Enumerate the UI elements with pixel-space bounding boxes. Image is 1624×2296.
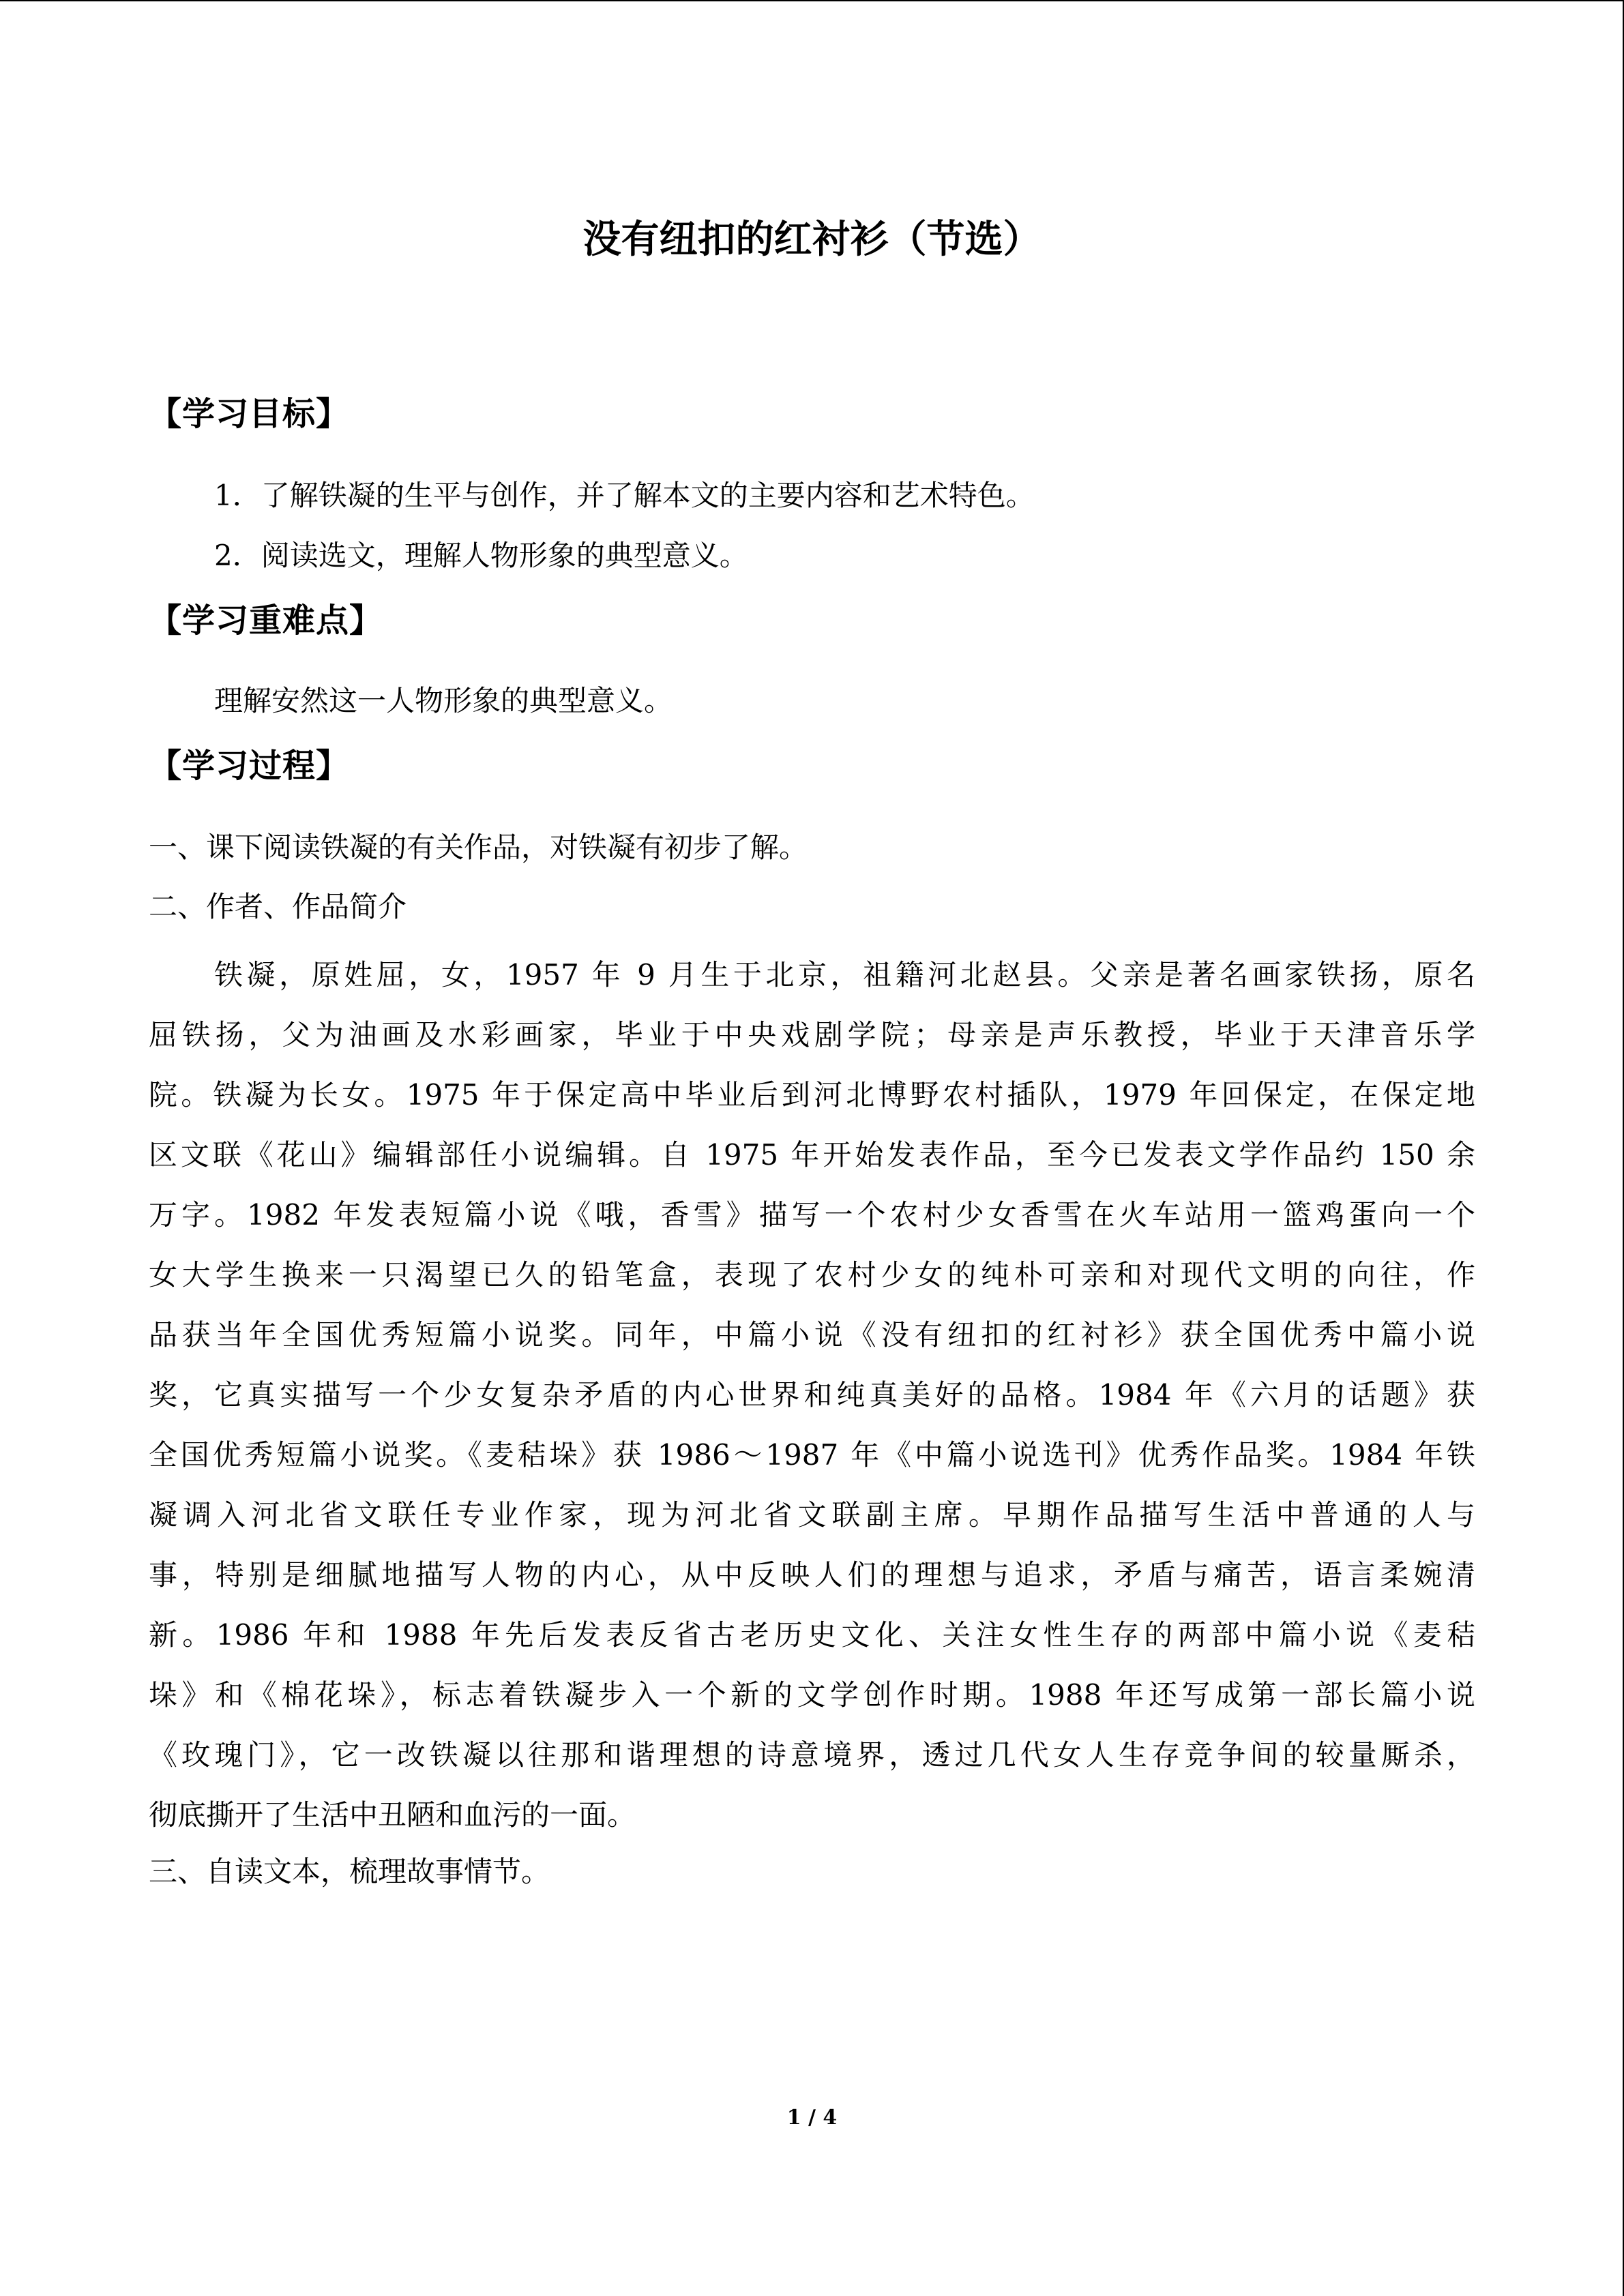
key-points-heading: 【学习重难点】 bbox=[149, 601, 383, 640]
objectives-heading: 【学习目标】 bbox=[149, 395, 350, 433]
objective-item-1: 1．了解铁凝的生平与创作，并了解本文的主要内容和艺术特色。 bbox=[214, 479, 1035, 512]
page-number: 1 / 4 bbox=[786, 2106, 838, 2130]
process-step-1: 一、课下阅读铁凝的有关作品，对铁凝有初步了解。 bbox=[149, 831, 808, 864]
process-step-3: 三、自读文本，梳理故事情节。 bbox=[149, 1855, 550, 1888]
bio-line: 垛》和《棉花垛》，标志着铁凝步入一个新的文学创作时期。1988 年还写成第一部长篇小说 bbox=[149, 1678, 1475, 1712]
process-step-2: 二、作者、作品简介 bbox=[149, 890, 407, 923]
bio-line: 凝调入河北省文联任专业作家，现为河北省文联副主席。早期作品描写生活中普通的人与 bbox=[149, 1498, 1475, 1532]
key-points-text: 理解安然这一人物形象的典型意义。 bbox=[214, 684, 673, 717]
bio-line: 新。1986 年和 1988 年先后发表反省古老历史文化、关注女性生存的两部中篇小说《麦秸 bbox=[149, 1618, 1475, 1652]
bio-line: 屈铁扬，父为油画及水彩画家，毕业于中央戏剧学院；母亲是声乐教授，毕业于天津音乐学 bbox=[149, 1018, 1475, 1052]
bio-line: 事，特别是细腻地描写人物的内心，从中反映人们的理想与追求，矛盾与痛苦，语言柔婉清 bbox=[149, 1558, 1475, 1592]
bio-line: 铁凝，原姓屈，女，1957 年 9 月生于北京，祖籍河北赵县。父亲是著名画家铁扬，原名 bbox=[214, 958, 1475, 992]
bio-line: 全国优秀短篇小说奖。《麦秸垛》获 1986～1987 年《中篇小说选刊》优秀作品奖。1984 年铁 bbox=[149, 1438, 1475, 1472]
author-bio-paragraph bbox=[149, 945, 1475, 1845]
bio-line: 品获当年全国优秀短篇小说奖。同年，中篇小说《没有纽扣的红衬衫》获全国优秀中篇小说 bbox=[149, 1318, 1475, 1352]
process-heading: 【学习过程】 bbox=[149, 747, 350, 785]
bio-line: 《玫瑰门》，它一改铁凝以往那和谐理想的诗意境界，透过几代女人生存竞争间的较量厮杀， bbox=[149, 1738, 1475, 1772]
document-title: 没有纽扣的红衬衫（节选） bbox=[582, 218, 1042, 262]
bio-line: 奖，它真实描写一个少女复杂矛盾的内心世界和纯真美好的品格。1984 年《六月的话题》获 bbox=[149, 1378, 1475, 1412]
bio-line: 院。铁凝为长女。1975 年于保定高中毕业后到河北博野农村插队，1979 年回保定，在保定地 bbox=[149, 1078, 1475, 1112]
objective-item-2: 2．阅读选文，理解人物形象的典型意义。 bbox=[214, 539, 748, 572]
bio-line: 彻底撕开了生活中丑陋和血污的一面。 bbox=[149, 1798, 636, 1832]
bio-line: 万字。1982 年发表短篇小说《哦，香雪》描写一个农村少女香雪在火车站用一篮鸡蛋向一个 bbox=[149, 1198, 1475, 1232]
bio-line: 区文联《花山》编辑部任小说编辑。自 1975 年开始发表作品，至今已发表文学作品约 150 余 bbox=[149, 1138, 1475, 1172]
bio-line: 女大学生换来一只渴望已久的铅笔盒，表现了农村少女的纯朴可亲和对现代文明的向往，作 bbox=[149, 1258, 1475, 1292]
